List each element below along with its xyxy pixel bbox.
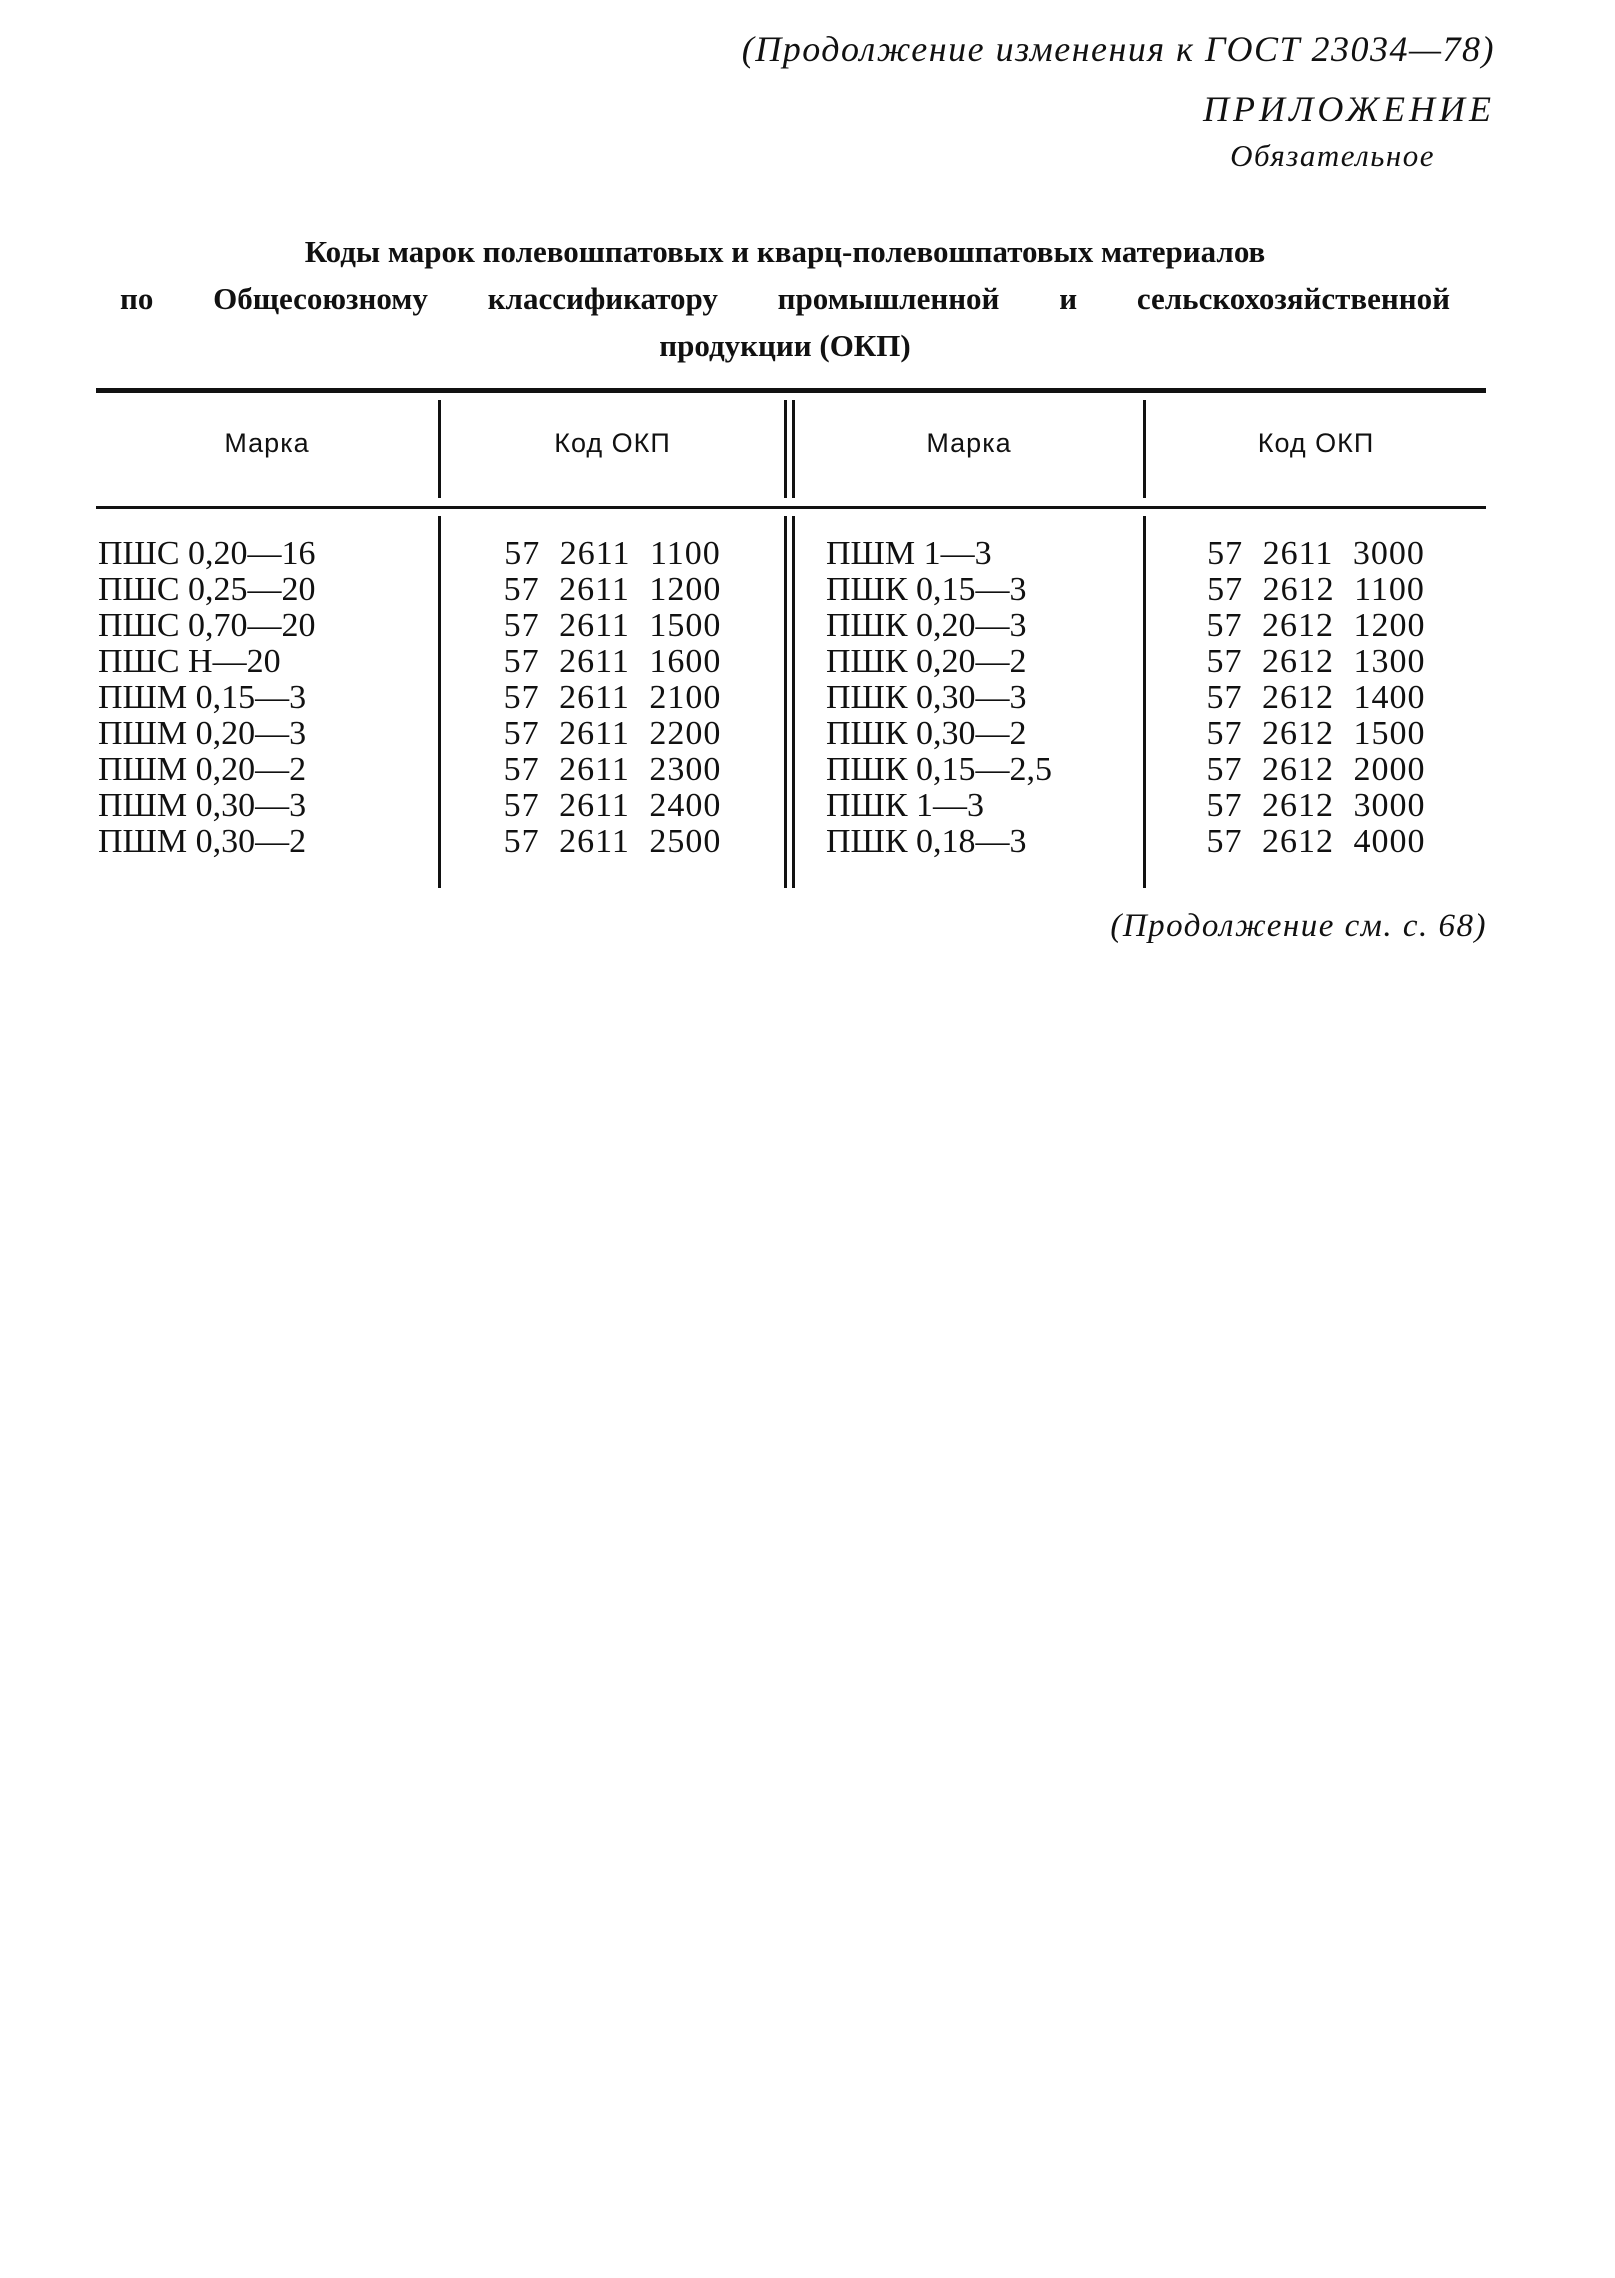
header-continuation-note: (Продолжение изменения к ГОСТ 23034—78): [741, 29, 1495, 69]
mark-cell: ПШК 1—3: [826, 787, 985, 824]
table-header-rule: [96, 506, 1486, 509]
code-cell: 57 2611 1600: [503, 643, 722, 680]
document-title: [120, 228, 1450, 369]
right-code-column: [1146, 536, 1486, 860]
mark-cell: ПШК 0,20—3: [826, 607, 1027, 644]
mark-cell: ПШС 0,20—16: [98, 535, 316, 572]
mark-cell: ПШС Н—20: [98, 643, 281, 680]
table-top-rule: [96, 388, 1486, 393]
mark-cell: ПШМ 0,20—3: [98, 715, 307, 752]
code-cell: 57 2611 2100: [503, 679, 722, 716]
code-cell: 57 2611 1500: [503, 607, 722, 644]
mark-cell: ПШМ 0,20—2: [98, 751, 307, 788]
mark-cell: ПШК 0,30—3: [826, 679, 1027, 716]
code-cell: 57 2611 2200: [503, 715, 722, 752]
mark-cell: ПШМ 1—3: [826, 535, 992, 572]
code-cell: 57 2611 1100: [504, 535, 721, 572]
mark-cell: ПШМ 0,30—3: [98, 787, 307, 824]
mark-cell: ПШК 0,18—3: [826, 823, 1027, 860]
mark-cell: ПШК 0,30—2: [826, 715, 1027, 752]
header-mark-left: Марка: [224, 428, 310, 458]
mark-cell: ПШС 0,70—20: [98, 607, 316, 644]
mark-cell: ПШК 0,15—2,5: [826, 751, 1053, 788]
column-double-divider: [792, 516, 795, 888]
left-code-column: [441, 536, 784, 860]
code-cell: 57 2611 1200: [503, 571, 722, 608]
code-cell: 57 2612 4000: [1206, 823, 1426, 860]
code-cell: 57 2612 1100: [1207, 571, 1425, 608]
code-cell: 57 2612 1400: [1206, 679, 1426, 716]
mark-cell: ПШС 0,25—20: [98, 571, 316, 608]
mark-cell: ПШМ 0,30—2: [98, 823, 307, 860]
mark-cell: ПШК 0,15—3: [826, 571, 1027, 608]
header-okp-code-right: Код ОКП: [1257, 428, 1375, 458]
title-line-2: по Общесоюзному классификатору промышленной и сельскохозяйственной: [120, 281, 1450, 316]
code-cell: 57 2612 3000: [1206, 787, 1426, 824]
title-line-3: продукции (ОКП): [659, 328, 911, 363]
appendix-title: ПРИЛОЖЕНИЕ: [1203, 89, 1495, 129]
mark-cell: ПШМ 0,15—3: [98, 679, 307, 716]
left-mark-column: [98, 536, 434, 860]
mark-cell: ПШК 0,20—2: [826, 643, 1027, 680]
header-okp-code-left: Код ОКП: [554, 428, 671, 458]
code-cell: 57 2612 1500: [1206, 715, 1426, 752]
code-cell: 57 2611 3000: [1207, 535, 1425, 572]
column-double-divider: [784, 516, 787, 888]
code-cell: 57 2611 2500: [503, 823, 722, 860]
footer-continuation-note: (Продолжение см. с. 68): [1110, 908, 1487, 944]
column-double-divider: [784, 400, 787, 498]
code-cell: 57 2612 1200: [1206, 607, 1426, 644]
code-cell: 57 2612 1300: [1206, 643, 1426, 680]
okp-codes-table: [96, 388, 1486, 890]
code-cell: 57 2611 2300: [503, 751, 722, 788]
right-mark-column: [826, 536, 1141, 860]
title-line-1: Коды марок полевошпатовых и кварц-полевошпатовых материалов: [304, 234, 1266, 269]
header-mark-right: Марка: [926, 428, 1012, 458]
code-cell: 57 2611 2400: [503, 787, 722, 824]
appendix-subtitle: Обязательное: [1230, 138, 1435, 173]
code-cell: 57 2612 2000: [1206, 751, 1426, 788]
